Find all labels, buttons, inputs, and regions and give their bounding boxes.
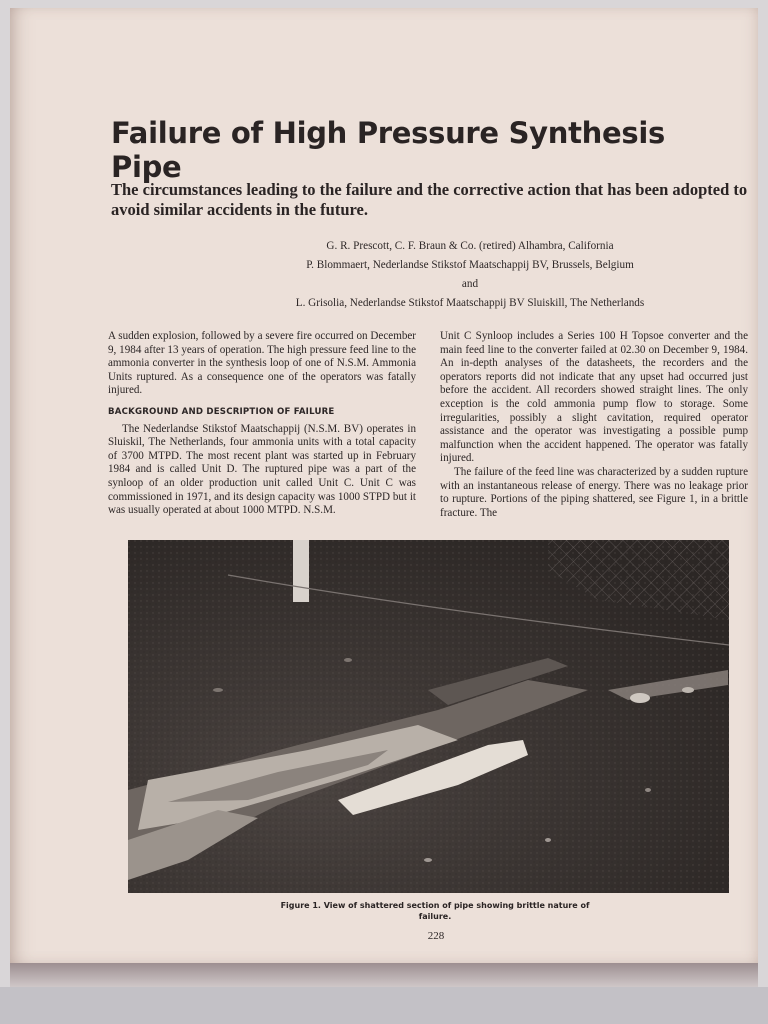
intro-paragraph: A sudden explosion, followed by a severe fire occurred on December 9, 1984 after 13 years of operation. The high pressure feed line to the ammonia converter in the synthesis loop of one of N.S.M. Ammonia Units ruptured. As a consequence one of the operators was fatally injured. (108, 330, 416, 397)
author-block (190, 237, 750, 313)
text-column-right (440, 330, 748, 520)
scanner-background (0, 987, 768, 1024)
author-line: L. Grisolia, Nederlandse Stikstof Maatschappij BV Sluiskill, The Netherlands (295, 297, 645, 309)
article-title: Failure of High Pressure Synthesis Pipe (111, 116, 665, 184)
body-paragraph: The Nederlandse Stikstof Maatschappij (N.S.M. BV) operates in Sluiskil, The Netherlands, four ammonia units with a total capacity of 3700 MTPD. The most recent plant was started up in February 1984 and is called Unit D. The ruptured pipe was a part of the synloop of an older production unit called Unit C. Unit C was commissioned in 1971, and its design capacity was 1000 STPD but it was usually operated at about 1000 MTPD. N.S.M. (108, 422, 416, 517)
author-line: G. R. Prescott, C. F. Braun & Co. (retired) Alhambra, California (326, 240, 614, 252)
section-heading: BACKGROUND AND DESCRIPTION OF FAILURE (108, 406, 335, 417)
figure-1-photo (128, 540, 729, 893)
body-paragraph: Unit C Synloop includes a Series 100 H Topsoe converter and the main feed line to the converter failed at 02.30 on December 9, 1984. An in-depth analyses of the datasheets, the recorders and the operators reports did not indicate that any upset had occurred just before the accident. All recorders showed straight lines. The only exception is the cold ammonia pump flow to storage. Some irregularities, possibly a slight cavitation, required operator assistance and the operator was investigating a possible pump malfunction when the accident happened. The operator was fatally injured. (440, 330, 748, 465)
journal-page (10, 8, 758, 963)
author-line: P. Blommaert, Nederlandse Stikstof Maatschappij BV, Brussels, Belgium (306, 259, 634, 271)
figure-caption: Figure 1. View of shattered section of pipe showing brittle nature of failure. (280, 901, 590, 921)
body-paragraph: The failure of the feed line was characterized by a sudden rupture with an instantaneous release of energy. There was no leakage prior to rupture. Portions of the piping shattered, see Figure 1, in a brittle fracture. The (440, 465, 748, 519)
page-edge-shadow (10, 963, 758, 987)
page-number: 228 (427, 930, 445, 942)
author-conjunction: and (461, 278, 479, 290)
text-column-left (108, 330, 416, 518)
article-subtitle: The circumstances leading to the failure and the corrective action that has been adopted to avoid similar accidents in the future. (111, 180, 748, 219)
